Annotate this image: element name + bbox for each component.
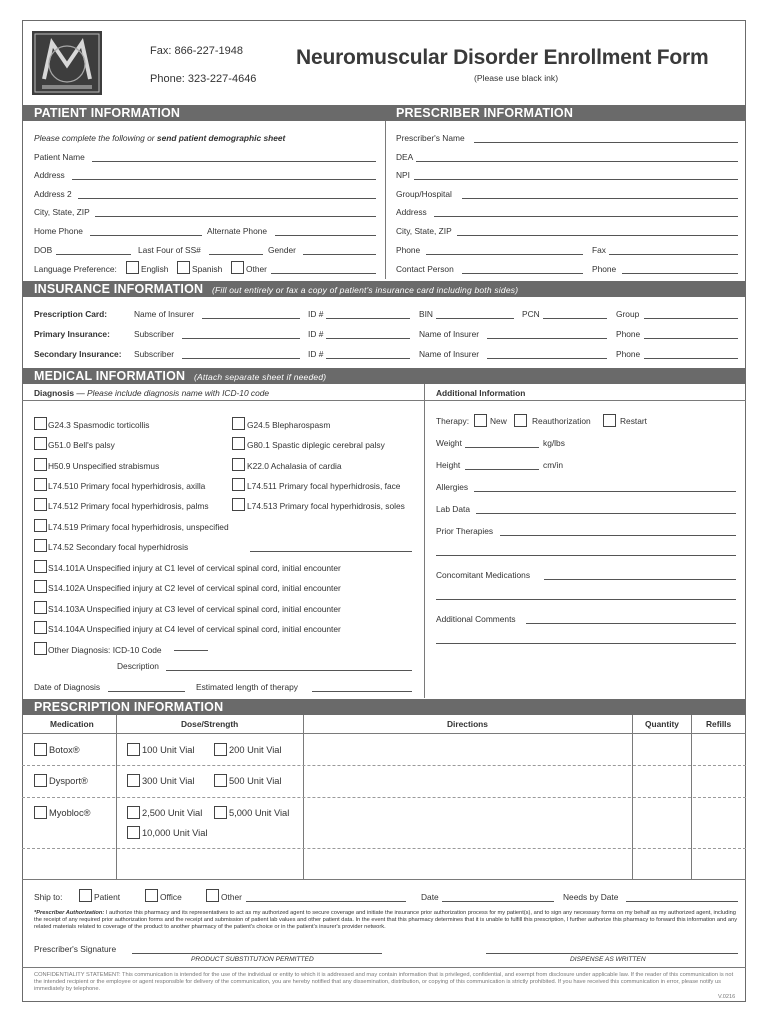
rx-row-divider-1 xyxy=(22,765,746,766)
diagnosis-checkbox[interactable] xyxy=(34,437,47,450)
secondary-phone-field[interactable] xyxy=(644,358,738,359)
signature-label: Prescriber's Signature xyxy=(34,944,117,954)
diagnosis-label: L74.512 Primary focal hyperhidrosis, palms xyxy=(48,501,209,511)
prior-therapies-line-2[interactable] xyxy=(436,555,736,556)
patient-heading: PATIENT INFORMATION xyxy=(34,106,181,120)
diagnosis-label: L74.519 Primary focal hyperhidrosis, unspecified xyxy=(48,522,229,532)
prescriber-name-label: Prescriber's Name xyxy=(396,133,465,143)
home-phone-label: Home Phone xyxy=(34,226,83,236)
fax-number: Fax: 866-227-1948 xyxy=(150,45,243,57)
primary-phone-label: Phone xyxy=(616,329,641,339)
other-language-checkbox[interactable] xyxy=(231,261,244,274)
version-label: V.0216 xyxy=(718,994,736,1000)
section-divider xyxy=(385,121,386,279)
diagnosis-label: G80.1 Spastic diplegic cerebral palsy xyxy=(247,440,385,450)
diagnosis-checkbox[interactable] xyxy=(34,458,47,471)
rx-group-field[interactable] xyxy=(644,318,738,319)
additional-info-header: Additional Information xyxy=(436,388,526,398)
gender-field[interactable] xyxy=(303,254,376,255)
alt-phone-field[interactable] xyxy=(275,235,376,236)
ssn-field[interactable] xyxy=(209,254,263,255)
date-dx-field[interactable] xyxy=(108,691,185,692)
medical-note: (Attach separate sheet if needed) xyxy=(194,372,327,382)
authorization-text: *Prescriber Authorization: I authorize this pharmacy and its representatives to act as my authorized agent to secure coverage and initiate the insurance prior authorization process for my patient(s), and to sign any necessary forms on my behalf as my authorized agent, including the receipt of any required prior authorization forms and the receipt and submission of patient lab values and other patient data. In the event that this pharmacy determines that it is unable to fulfill this prescription, I further authorize this pharmacy to forward this information and any related materials related to coverage of the product to another pharmacy of the patient's choice or in the patient's insurer's provider network. xyxy=(34,910,738,931)
spanish-label: Spanish xyxy=(192,264,223,274)
dob-label: DOB xyxy=(34,245,53,255)
lab-data-label: Lab Data xyxy=(436,504,470,514)
weight-field[interactable] xyxy=(465,447,539,448)
secondary-id-label: ID # xyxy=(308,349,324,359)
diagnosis-label: K22.0 Achalasia of cardia xyxy=(247,461,342,471)
dose-200-label: 200 Unit Vial xyxy=(229,745,282,755)
height-field[interactable] xyxy=(465,469,539,470)
lab-data-field[interactable] xyxy=(476,513,736,514)
contact-phone-label: Phone xyxy=(592,264,617,274)
therapy-length-field[interactable] xyxy=(312,691,412,692)
rx-insurer-label: Name of Insurer xyxy=(134,309,195,319)
primary-subscriber-field[interactable] xyxy=(182,338,300,339)
diagnosis-label: G24.5 Blepharospasm xyxy=(247,420,331,430)
bin-field[interactable] xyxy=(436,318,514,319)
prescription-bottom-line xyxy=(22,879,746,880)
patient-address2-label: Address 2 xyxy=(34,189,72,199)
form-frame xyxy=(22,20,746,1002)
col-refills: Refills xyxy=(706,719,732,729)
spanish-checkbox[interactable] xyxy=(177,261,190,274)
diagnosis-label: G51.0 Bell's palsy xyxy=(48,440,115,450)
comments-line-2[interactable] xyxy=(436,643,736,644)
rx-id-label: ID # xyxy=(308,309,324,319)
contact-person-label: Contact Person xyxy=(396,264,454,274)
diagnosis-checkbox[interactable] xyxy=(34,621,47,634)
primary-id-field[interactable] xyxy=(326,338,410,339)
medical-divider xyxy=(424,384,425,698)
diagnosis-label: Other Diagnosis: ICD-10 Code xyxy=(48,645,162,655)
patient-city-field[interactable] xyxy=(95,216,376,217)
pcn-field[interactable] xyxy=(543,318,607,319)
english-checkbox[interactable] xyxy=(126,261,139,274)
ship-other-label: Other xyxy=(221,892,242,902)
patient-address-field[interactable] xyxy=(72,179,376,180)
rx-group-label: Group xyxy=(616,309,640,319)
prior-therapies-label: Prior Therapies xyxy=(436,526,494,536)
npi-field[interactable] xyxy=(414,179,738,180)
comments-field[interactable] xyxy=(526,623,736,624)
ship-other-field[interactable] xyxy=(246,901,406,902)
other-icd-code-field[interactable] xyxy=(174,650,208,651)
allergies-field[interactable] xyxy=(474,491,736,492)
therapy-reauth-label: Reauthorization xyxy=(532,416,591,426)
substitution-permitted-label: PRODUCT SUBSTITUTION PERMITTED xyxy=(191,956,314,963)
page-subtitle: (Please use black ink) xyxy=(474,73,559,83)
prescriber-address-label: Address xyxy=(396,207,427,217)
prescriber-heading: PRESCRIBER INFORMATION xyxy=(396,106,574,120)
secondary-insurer-label: Name of Insurer xyxy=(419,349,480,359)
secondary-insurance-label: Secondary Insurance: xyxy=(34,349,122,359)
prescription-heading: PRESCRIPTION INFORMATION xyxy=(34,700,224,714)
therapy-label: Therapy: xyxy=(436,416,470,426)
diagnosis-checkbox[interactable] xyxy=(34,580,47,593)
date-field[interactable] xyxy=(442,901,554,902)
diagnosis-label: L74.52 Secondary focal hyperhidrosis xyxy=(48,542,189,552)
secondary-subscriber-label: Subscriber xyxy=(134,349,175,359)
contact-phone-field[interactable] xyxy=(622,273,738,274)
dose-10000-checkbox[interactable] xyxy=(127,826,140,839)
prescriber-fax-label: Fax xyxy=(592,245,606,255)
home-phone-field[interactable] xyxy=(90,235,202,236)
therapy-new-label: New xyxy=(490,416,507,426)
patient-city-label: City, State, ZIP xyxy=(34,207,90,217)
date-dx-label: Date of Diagnosis xyxy=(34,682,101,692)
ssn-label: Last Four of SS# xyxy=(138,245,201,255)
myobloc-label: Myobloc® xyxy=(49,808,91,818)
myobloc-checkbox[interactable] xyxy=(34,806,47,819)
secondary-id-field[interactable] xyxy=(326,358,410,359)
confidentiality-statement: CONFIDENTIALITY STATEMENT: This communication is intended for the use of the individual or entity to which it is addressed and may contain information that is privileged, confidential, and exempt from disclosure under applicable law. If the reader of this communication is not the intended recipient or the employee or agent responsible for delivery of the communication, you are hereby notified that any dissemination, distribution, or copying of this communication is strictly prohibited. If you have received this communication in error, please notify us immediately by telephone. xyxy=(34,972,734,993)
diagnosis-checkbox[interactable] xyxy=(34,601,47,614)
primary-insurer-label: Name of Insurer xyxy=(419,329,480,339)
ship-to-label: Ship to: xyxy=(34,892,63,902)
bin-label: BIN xyxy=(419,309,433,319)
diagnosis-checkbox[interactable] xyxy=(232,437,245,450)
prescriber-city-label: City, State, ZIP xyxy=(396,226,452,236)
signature-field-substitution[interactable] xyxy=(132,953,382,954)
diagnosis-checkbox[interactable] xyxy=(34,498,47,511)
patient-name-field[interactable] xyxy=(92,161,376,162)
weight-label: Weight xyxy=(436,438,462,448)
prior-therapies-field[interactable] xyxy=(500,535,736,536)
diagnosis-checkbox[interactable] xyxy=(232,498,245,511)
dysport-checkbox[interactable] xyxy=(34,774,47,787)
date-label: Date xyxy=(421,892,439,902)
rx-insurer-field[interactable] xyxy=(202,318,300,319)
diagnosis-checkbox[interactable] xyxy=(34,417,47,430)
patient-address-label: Address xyxy=(34,170,65,180)
dose-2500-checkbox[interactable] xyxy=(127,806,140,819)
secondary-subscriber-field[interactable] xyxy=(182,358,300,359)
dose-500-checkbox[interactable] xyxy=(214,774,227,787)
therapy-length-label: Estimated length of therapy xyxy=(196,682,298,692)
diagnosis-checkbox[interactable] xyxy=(34,519,47,532)
ship-office-label: Office xyxy=(160,892,182,902)
diagnosis-label: S14.101A Unspecified injury at C1 level of cervical spinal cord, initial encounter xyxy=(48,563,341,573)
botox-label: Botox® xyxy=(49,745,80,755)
phone-number: Phone: 323-227-4646 xyxy=(150,73,257,85)
secondary-insurer-field[interactable] xyxy=(487,358,607,359)
height-unit: cm/in xyxy=(543,460,564,470)
group-hospital-label: Group/Hospital xyxy=(396,189,452,199)
weight-unit: kg/lbs xyxy=(543,438,565,448)
primary-insurer-field[interactable] xyxy=(487,338,607,339)
secondary-phone-label: Phone xyxy=(616,349,641,359)
medical-bar xyxy=(22,368,746,384)
group-hospital-field[interactable] xyxy=(462,198,738,199)
dose-10000-label: 10,000 Unit Vial xyxy=(142,828,208,838)
dose-200-checkbox[interactable] xyxy=(214,743,227,756)
prescription-header-line xyxy=(22,733,746,734)
dose-300-checkbox[interactable] xyxy=(127,774,140,787)
dose-500-label: 500 Unit Vial xyxy=(229,776,282,786)
dea-field[interactable] xyxy=(416,161,738,162)
alt-phone-label: Alternate Phone xyxy=(207,226,268,236)
diagnosis-label: H50.9 Unspecified strabismus xyxy=(48,461,160,471)
therapy-restart-label: Restart xyxy=(620,416,647,426)
concomitant-field[interactable] xyxy=(544,579,736,580)
diagnosis-checkbox[interactable] xyxy=(232,478,245,491)
primary-phone-field[interactable] xyxy=(644,338,738,339)
concomitant-label: Concomitant Medications xyxy=(436,570,531,580)
patient-prescriber-bar xyxy=(22,105,746,121)
npi-label: NPI xyxy=(396,170,410,180)
primary-subscriber-label: Subscriber xyxy=(134,329,175,339)
rx-row-divider-2 xyxy=(22,797,746,798)
ship-patient-checkbox[interactable] xyxy=(79,889,92,902)
therapy-reauth-checkbox[interactable] xyxy=(514,414,527,427)
dose-5000-checkbox[interactable] xyxy=(214,806,227,819)
diagnosis-checkbox[interactable] xyxy=(34,642,47,655)
medical-heading: MEDICAL INFORMATION xyxy=(34,369,186,383)
therapy-new-checkbox[interactable] xyxy=(474,414,487,427)
primary-insurance-label: Primary Insurance: xyxy=(34,329,110,339)
diagnosis-label: L74.510 Primary focal hyperhidrosis, axilla xyxy=(48,481,206,491)
dose-100-checkbox[interactable] xyxy=(127,743,140,756)
diagnosis-label: S14.104A Unspecified injury at C4 level of cervical spinal cord, initial encounter xyxy=(48,624,341,634)
medical-subheader-line xyxy=(22,400,746,401)
diagnosis-checkbox[interactable] xyxy=(34,560,47,573)
ship-other-checkbox[interactable] xyxy=(206,889,219,902)
dispense-as-written-label: DISPENSE AS WRITTEN xyxy=(570,956,646,963)
col-quantity: Quantity xyxy=(645,719,679,729)
diagnosis-label: L74.511 Primary focal hyperhidrosis, face xyxy=(247,481,401,491)
prescriber-phone-label: Phone xyxy=(396,245,421,255)
patient-intro: Please complete the following or send patient demographic sheet xyxy=(34,133,286,143)
secondary-hyperhidrosis-line xyxy=(250,551,412,552)
rx-row-divider-3 xyxy=(22,848,746,849)
botox-checkbox[interactable] xyxy=(34,743,47,756)
other-language-field[interactable] xyxy=(271,273,376,274)
prescriber-phone-field[interactable] xyxy=(426,254,583,255)
confidentiality-divider xyxy=(22,967,746,968)
dose-100-label: 100 Unit Vial xyxy=(142,745,195,755)
prescriber-address-field[interactable] xyxy=(434,216,738,217)
description-label: Description xyxy=(117,661,159,671)
dysport-label: Dysport® xyxy=(49,776,88,786)
diagnosis-checkbox[interactable] xyxy=(34,478,47,491)
patient-address2-field[interactable] xyxy=(78,198,376,199)
english-label: English xyxy=(141,264,169,274)
insurance-bar xyxy=(22,281,746,297)
col-medication: Medication xyxy=(50,719,94,729)
diagnosis-checkbox[interactable] xyxy=(34,539,47,552)
dea-label: DEA xyxy=(396,152,414,162)
allergies-label: Allergies xyxy=(436,482,469,492)
comments-label: Additional Comments xyxy=(436,614,516,624)
dose-2500-label: 2,500 Unit Vial xyxy=(142,808,203,818)
col-directions: Directions xyxy=(447,719,488,729)
prescription-bar xyxy=(22,699,746,715)
therapy-restart-checkbox[interactable] xyxy=(603,414,616,427)
primary-id-label: ID # xyxy=(308,329,324,339)
concomitant-line-2[interactable] xyxy=(436,599,736,600)
patient-name-label: Patient Name xyxy=(34,152,85,162)
language-label: Language Preference: xyxy=(34,264,117,274)
rx-id-field[interactable] xyxy=(326,318,410,319)
height-label: Height xyxy=(436,460,461,470)
dob-field[interactable] xyxy=(56,254,131,255)
diagnosis-checkbox[interactable] xyxy=(232,417,245,430)
description-field[interactable] xyxy=(166,670,412,671)
diagnosis-checkbox[interactable] xyxy=(232,458,245,471)
diagnosis-label: S14.103A Unspecified injury at C3 level of cervical spinal cord, initial encounter xyxy=(48,604,341,614)
insurance-note: (Fill out entirely or fax a copy of patient's insurance card including both sides) xyxy=(212,285,519,295)
needs-by-field[interactable] xyxy=(626,901,738,902)
dose-5000-label: 5,000 Unit Vial xyxy=(229,808,290,818)
prescriber-name-field[interactable] xyxy=(474,142,738,143)
page-title: Neuromuscular Disorder Enrollment Form xyxy=(296,46,709,69)
rx-card-label: Prescription Card: xyxy=(34,309,108,319)
pcn-label: PCN xyxy=(522,309,540,319)
ship-office-checkbox[interactable] xyxy=(145,889,158,902)
pharmacy-logo xyxy=(32,31,102,95)
diagnosis-header: Diagnosis — Please include diagnosis name with ICD-10 code xyxy=(34,388,270,398)
diagnosis-label: L74.513 Primary focal hyperhidrosis, soles xyxy=(247,501,405,511)
gender-label: Gender xyxy=(268,245,296,255)
prescriber-fax-field[interactable] xyxy=(609,254,738,255)
diagnosis-label: G24.3 Spasmodic torticollis xyxy=(48,420,150,430)
dose-300-label: 300 Unit Vial xyxy=(142,776,195,786)
contact-person-field[interactable] xyxy=(462,273,583,274)
diagnosis-label: S14.102A Unspecified injury at C2 level of cervical spinal cord, initial encounter xyxy=(48,583,341,593)
col-dose: Dose/Strength xyxy=(181,719,239,729)
needs-by-label: Needs by Date xyxy=(563,892,619,902)
ship-patient-label: Patient xyxy=(94,892,121,902)
prescriber-city-field[interactable] xyxy=(457,235,738,236)
other-language-label: Other xyxy=(246,264,267,274)
signature-field-daw[interactable] xyxy=(486,953,738,954)
insurance-heading: INSURANCE INFORMATION xyxy=(34,282,204,296)
